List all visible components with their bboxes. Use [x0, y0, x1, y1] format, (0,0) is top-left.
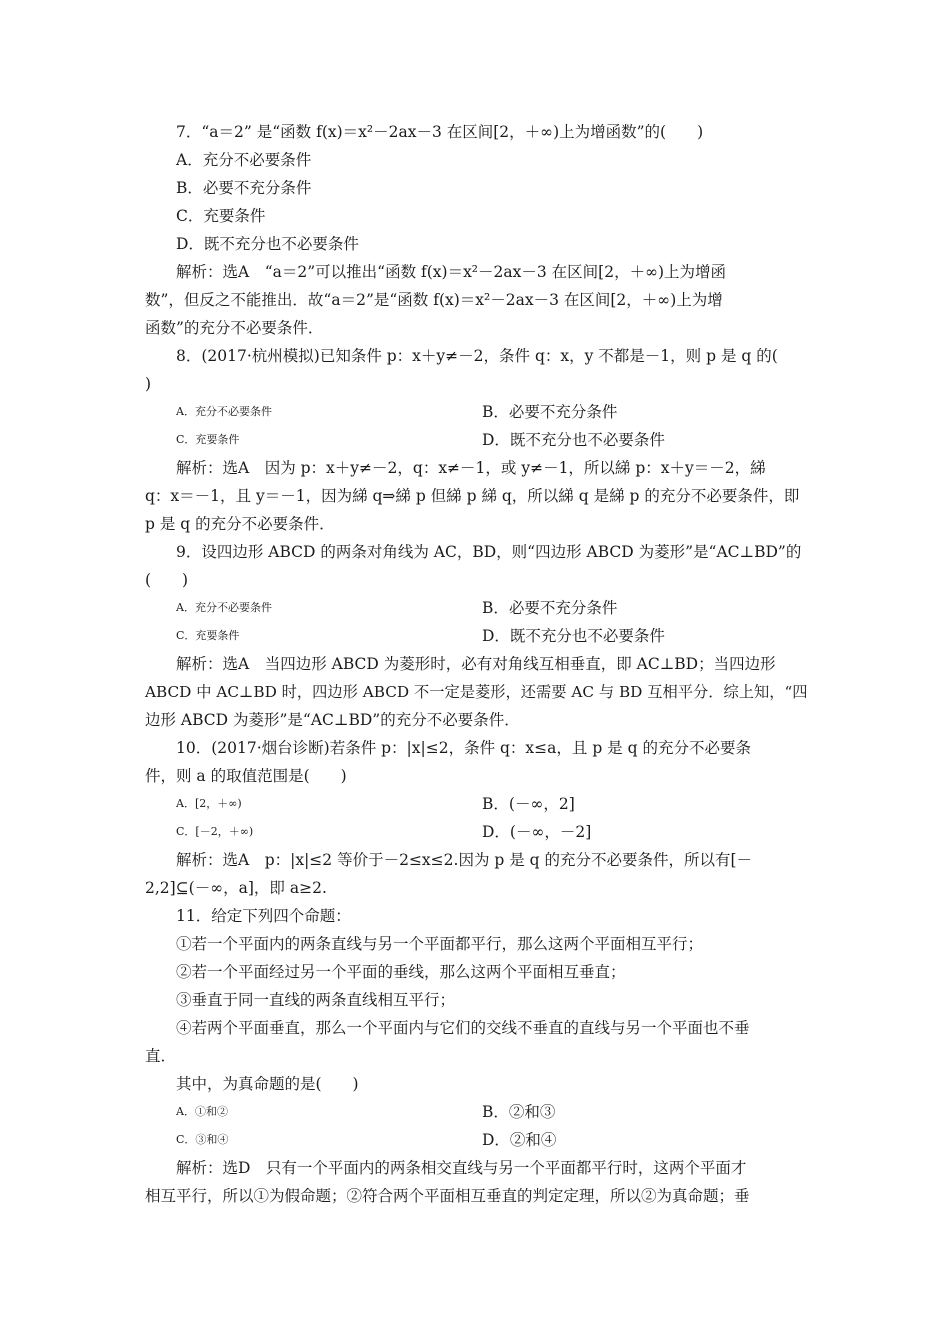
q9-option-a: A．充分不必要条件	[176, 601, 272, 614]
q9-options-row	[145, 622, 813, 650]
q9-option-b: B．必要不充分条件	[482, 599, 618, 617]
q11-ask: 其中，为真命题的是( )	[176, 1075, 359, 1093]
q7-analysis-line: 数”，但反之不能推出．故“a＝2”是“函数 f(x)＝x²－2ax－3 在区间[2，＋∞)上为增	[145, 291, 723, 309]
q7-analysis-line: 解析：选A “a＝2”可以推出“函数 f(x)＝x²－2ax－3 在区间[2，＋∞)上为增函	[176, 263, 727, 281]
q8-stem-line: )	[145, 375, 152, 393]
q10-stem-line: 10．(2017·烟台诊断)若条件 p：|x|≤2，条件 q：x≤a，且 p 是 q 的充分不必要条	[176, 739, 751, 757]
q11-analysis-line: 相互平行，所以①为假命题；②符合两个平面相互垂直的判定定理，所以②为真命题；垂	[145, 1187, 750, 1205]
q8-option-a: A．充分不必要条件	[176, 405, 272, 418]
q7-analysis-line: 函数”的充分不必要条件．	[145, 319, 324, 337]
q8-analysis-line: p 是 q 的充分不必要条件．	[145, 515, 335, 533]
q11-proposition-3: ③垂直于同一直线的两条直线相互平行；	[176, 991, 456, 1009]
q9-stem-line: ( )	[145, 571, 189, 589]
q8-option-b: B．必要不充分条件	[482, 403, 618, 421]
q11-proposition-4-cont: 直．	[145, 1047, 177, 1065]
q10-options-row	[145, 818, 813, 846]
q11-options-row	[145, 1126, 813, 1154]
q11-option-a: A．①和②	[176, 1105, 228, 1118]
q9-option-d: D．既不充分也不必要条件	[482, 627, 665, 645]
q8-options-row	[145, 426, 813, 454]
q10-options-row	[145, 790, 813, 818]
q9-analysis-line: ABCD 中 AC⊥BD 时，四边形 ABCD 不一定是菱形，还需要 AC 与 BD 互相平分．综上知，“四	[145, 683, 808, 701]
q11-proposition-2: ②若一个平面经过另一个平面的垂线，那么这两个平面相互垂直；	[176, 963, 626, 981]
q10-option-c: C．[－2，＋∞)	[176, 825, 254, 838]
q9-options-row	[145, 594, 813, 622]
q11-options-row	[145, 1098, 813, 1126]
q10-option-b: B．(－∞，2]	[482, 795, 575, 813]
q9-stem-line: 9．设四边形 ABCD 的两条对角线为 AC，BD，则“四边形 ABCD 为菱形”是“AC⊥BD”的	[176, 543, 802, 561]
q11-option-c: C．③和④	[176, 1133, 229, 1146]
q7-stem: 7．“a＝2” 是“函数 f(x)＝x²－2ax－3 在区间[2，＋∞)上为增函数”的( )	[176, 123, 704, 141]
q9-analysis-line: 边形 ABCD 为菱形”是“AC⊥BD”的充分不必要条件．	[145, 711, 520, 729]
q9-option-c: C．充要条件	[176, 629, 240, 642]
q8-option-c: C．充要条件	[176, 433, 240, 446]
q8-option-d: D．既不充分也不必要条件	[482, 431, 665, 449]
q10-option-d: D．(－∞，－2]	[482, 823, 592, 841]
q8-options-row	[145, 398, 813, 426]
q8-analysis-line: q：x＝－1，且 y＝－1，因为綈 q⇒綈 p 但綈 p 綈 q，所以綈 q 是綈 p 的充分不必要条件，即	[145, 487, 800, 505]
q8-stem-line: 8．(2017·杭州模拟)已知条件 p：x＋y≠－2，条件 q：x，y 不都是－1，则 p 是 q 的(	[176, 347, 778, 365]
q10-analysis-line: 解析：选A p：|x|≤2 等价于－2≤x≤2.因为 p 是 q 的充分不必要条件，所以有[－	[176, 851, 753, 869]
q11-stem: 11．给定下列四个命题：	[176, 907, 351, 925]
q7-option-d: D．既不充分也不必要条件	[176, 235, 359, 253]
q11-proposition-4: ④若两个平面垂直，那么一个平面内与它们的交线不垂直的直线与另一个平面也不垂	[176, 1019, 750, 1037]
q7-option-a: A．充分不必要条件	[176, 151, 312, 169]
q11-option-b: B．②和③	[482, 1103, 556, 1121]
q8-analysis-line: 解析：选A 因为 p：x＋y≠－2，q：x≠－1，或 y≠－1，所以綈 p：x＋y＝－2，綈	[176, 459, 766, 477]
q11-analysis-line: 解析：选D 只有一个平面内的两条相交直线与另一个平面都平行时，这两个平面才	[176, 1159, 747, 1177]
q11-proposition-1: ①若一个平面内的两条直线与另一个平面都平行，那么这两个平面相互平行；	[176, 935, 704, 953]
document-page	[145, 118, 813, 1210]
q10-option-a: A．[2，＋∞)	[176, 797, 242, 810]
q7-option-c: C．充要条件	[176, 207, 266, 225]
q10-analysis-line: 2,2]⊆(－∞，a]，即 a≥2.	[145, 879, 327, 897]
q10-stem-line: 件，则 a 的取值范围是( )	[145, 767, 347, 785]
q11-option-d: D．②和④	[482, 1131, 557, 1149]
q7-option-b: B．必要不充分条件	[176, 179, 312, 197]
q9-analysis-line: 解析：选A 当四边形 ABCD 为菱形时，必有对角线互相垂直，即 AC⊥BD；当四边形	[176, 655, 776, 673]
